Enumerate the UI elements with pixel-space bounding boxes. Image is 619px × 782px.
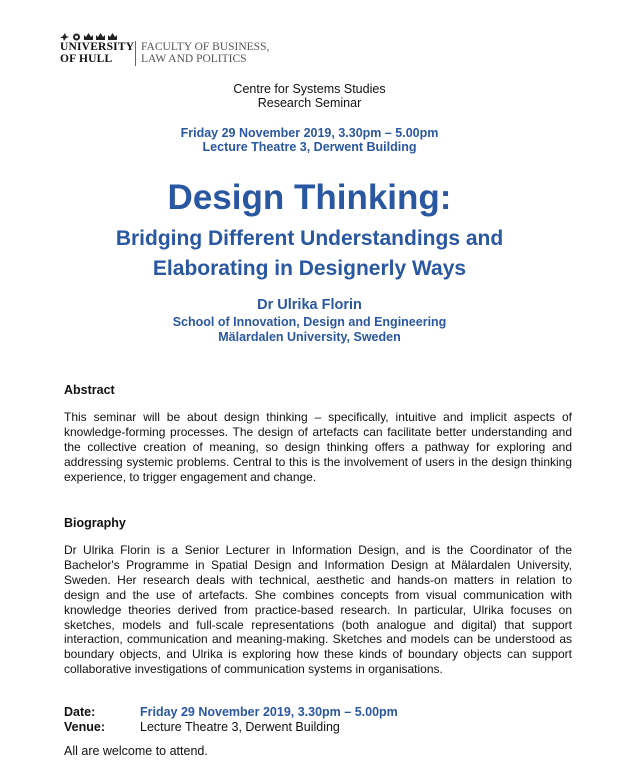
university-logo	[60, 28, 280, 72]
venue-value: Lecture Theatre 3, Derwent Building	[140, 720, 340, 734]
biography-heading: Biography	[64, 516, 126, 530]
venue-label: Venue:	[64, 720, 105, 734]
seminar-title: Design Thinking:	[167, 178, 452, 217]
crown-icon-2	[96, 28, 105, 36]
seminar-series: Research Seminar	[257, 96, 362, 110]
university-line-1: UNIVERSITY	[60, 41, 135, 53]
faculty-line-2: LAW AND POLITICS	[141, 53, 247, 65]
logo-divider	[135, 41, 136, 66]
faculty-line-1: FACULTY OF BUSINESS,	[141, 41, 270, 53]
crown-icon-3	[108, 28, 117, 36]
crest-icons	[60, 28, 117, 36]
date-value: Friday 29 November 2019, 3.30pm – 5.00pm	[140, 705, 398, 719]
speaker-name: Dr Ulrika Florin	[257, 297, 362, 313]
bird-icon	[60, 28, 69, 36]
university-name	[60, 41, 134, 65]
event-datetime: Friday 29 November 2019, 3.30pm – 5.00pm	[180, 126, 439, 140]
affiliation-line-2: Mälardalen University, Sweden	[218, 330, 401, 344]
biography-text: Dr Ulrika Florin is a Senior Lecturer in Information Design, and is the Coordinator of the Bachelor's Programme in Spatial Design and Information Design at Mälardalen University, Sweden. Her research deals with technical, aesthetic and hands-on matters in relation to design and the use of artefacts. She combines concepts from visual communication with knowledge theories derived from practice-based research. In particular, Ulrika focuses on sketches, models and full-scale representations (both analogue and digital) that support interaction, communication and meaning-making. Sketches and models can be understood as boundary objects, and Ulrika is exploring how these kinds of boundary objects can support collaborative investigations of communication systems in organisations.	[64, 543, 572, 677]
subtitle-line-2: Elaborating in Designerly Ways	[152, 257, 467, 280]
abstract-text: This seminar will be about design thinking – specifically, intuitive and implicit aspects of knowledge-forming processes. The design of artefacts can facilitate better understanding and the collective creation of meaning, so design thinking offers a pathway for exploring and addressing systemic problems. Central to this is the involvement of users in the design thinking experience, to trigger engagement and change.	[64, 410, 572, 484]
centre-name: Centre for Systems Studies	[233, 82, 386, 96]
venue-row	[64, 720, 340, 735]
event-location: Lecture Theatre 3, Derwent Building	[202, 140, 417, 154]
affiliation-line-1: School of Innovation, Design and Engineering	[172, 315, 447, 329]
subtitle-line-1: Bridging Different Understandings and	[115, 227, 504, 250]
faculty-name	[141, 41, 269, 65]
seminar-subtitle	[0, 224, 619, 284]
closing-text: All are welcome to attend.	[64, 744, 208, 758]
event-when-block	[0, 126, 619, 154]
rose-icon	[72, 28, 81, 36]
speaker-affiliation	[0, 315, 619, 345]
university-line-2: OF HULL	[60, 53, 113, 65]
centre-block	[0, 82, 619, 110]
crown-icon-1	[84, 28, 93, 36]
date-label: Date:	[64, 705, 96, 719]
date-row	[64, 705, 398, 720]
abstract-heading: Abstract	[64, 383, 115, 397]
